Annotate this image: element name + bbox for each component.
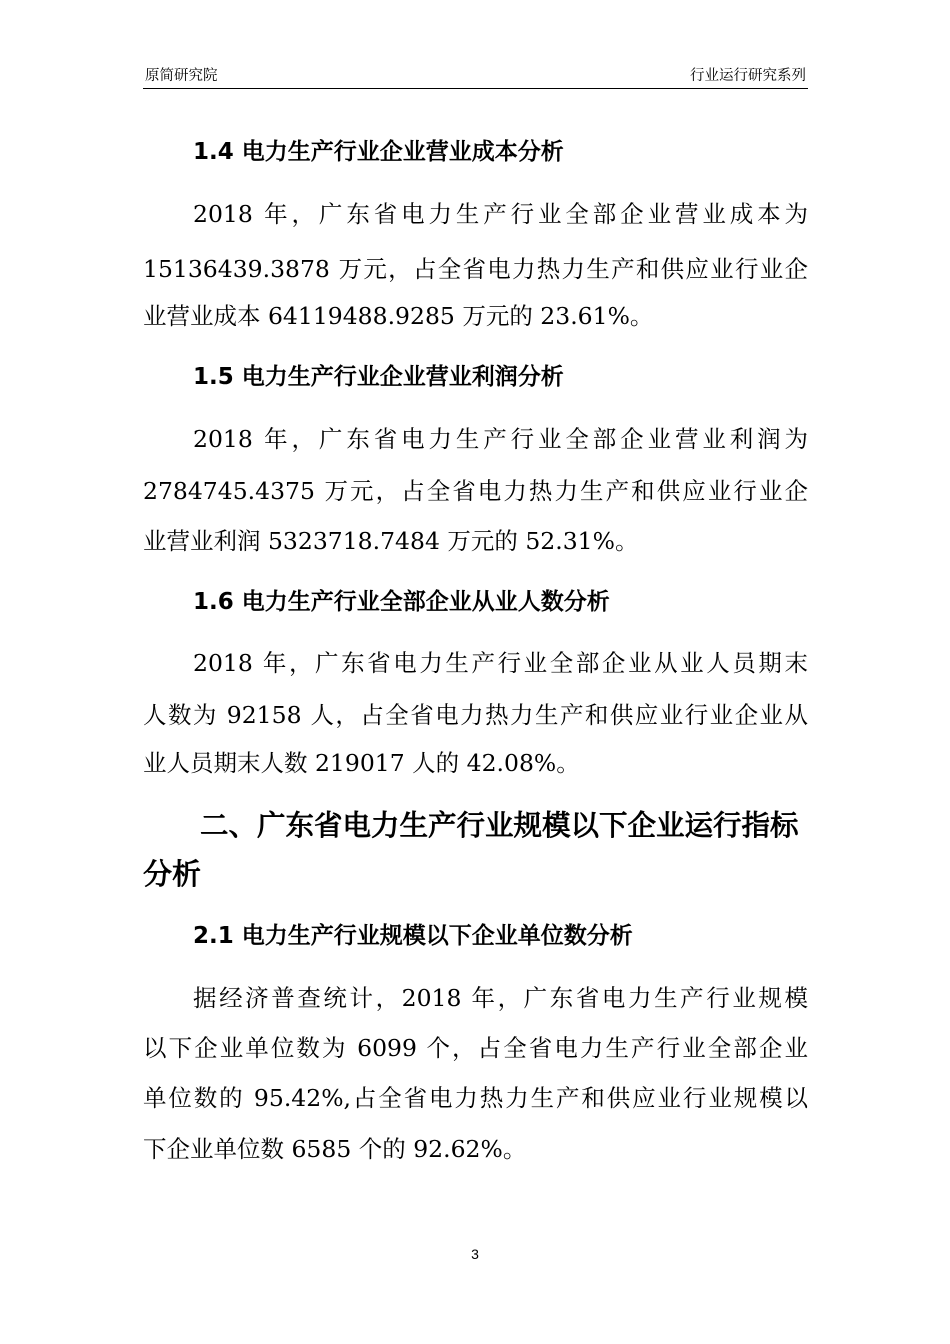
header-series: 行业运行研究系列 [690, 68, 806, 84]
paragraph-line: 以下企业单位数为 6099 个，占全省电力生产行业全部企业 [143, 1034, 808, 1062]
section-heading-1-6: 1.6 电力生产行业全部企业从业人数分析 [193, 589, 610, 615]
section-heading-2-1: 2.1 电力生产行业规模以下企业单位数分析 [193, 923, 633, 949]
paragraph-line: 2018 年，广东省电力生产行业全部企业营业利润为 [193, 425, 808, 453]
section-heading-1-4: 1.4 电力生产行业企业营业成本分析 [193, 139, 564, 165]
paragraph-line: 2018 年，广东省电力生产行业全部企业营业成本为 [193, 200, 808, 228]
header-organization: 原简研究院 [145, 68, 218, 84]
page-header [143, 66, 808, 89]
chapter-heading-continued: 分析 [143, 857, 202, 891]
paragraph-line: 单位数的 95.42%,占全省电力热力生产和供应业行业规模以 [143, 1084, 808, 1112]
paragraph-line: 业营业成本 64119488.9285 万元的 23.61%。 [143, 302, 654, 330]
paragraph-line: 人数为 92158 人，占全省电力热力生产和供应业行业企业从 [143, 701, 808, 729]
section-heading-1-5: 1.5 电力生产行业企业营业利润分析 [193, 364, 564, 390]
chapter-heading: 二、广东省电力生产行业规模以下企业运行指标 [200, 809, 799, 842]
paragraph-line: 下企业单位数 6585 个的 92.62%。 [143, 1135, 527, 1163]
paragraph-line: 据经济普查统计，2018 年，广东省电力生产行业规模 [193, 984, 808, 1012]
page-number: 3 [471, 1246, 479, 1262]
paragraph-line: 业营业利润 5323718.7484 万元的 52.31%。 [143, 527, 639, 555]
paragraph-line: 15136439.3878 万元，占全省电力热力生产和供应业行业企 [143, 255, 808, 283]
paragraph-line: 业人员期末人数 219017 人的 42.08%。 [143, 749, 580, 777]
paragraph-line: 2018 年，广东省电力生产行业全部企业从业人员期末 [193, 649, 808, 677]
paragraph-line: 2784745.4375 万元，占全省电力热力生产和供应业行业企 [143, 477, 808, 505]
